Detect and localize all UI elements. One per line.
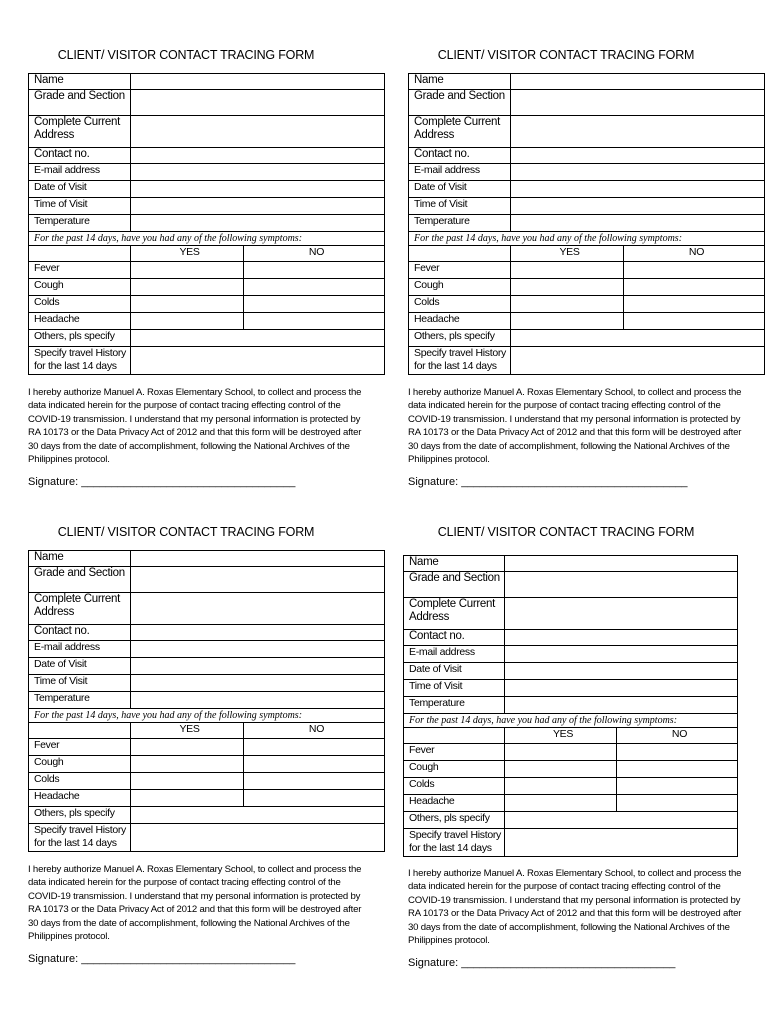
cough-yes-cell[interactable] [505, 761, 617, 778]
contact-field[interactable] [505, 630, 738, 646]
email-label: E-mail address [29, 164, 131, 181]
yes-header: YES [131, 246, 244, 262]
fever-yes-cell[interactable] [505, 744, 617, 761]
email-field[interactable] [511, 164, 765, 181]
others-field[interactable] [131, 330, 385, 347]
headache-no-cell[interactable] [624, 313, 765, 330]
temperature-field[interactable] [131, 692, 385, 709]
fever-no-cell[interactable] [244, 262, 385, 279]
grade-section-label: Grade and Section [29, 567, 131, 593]
date-field[interactable] [511, 181, 765, 198]
headache-yes-cell[interactable] [511, 313, 624, 330]
fever-yes-cell[interactable] [511, 262, 624, 279]
email-field[interactable] [131, 641, 385, 658]
cough-no-cell[interactable] [244, 756, 385, 773]
colds-yes-cell[interactable] [131, 296, 244, 313]
name-field[interactable] [131, 551, 385, 567]
cough-yes-cell[interactable] [131, 279, 244, 296]
colds-label: Colds [409, 296, 511, 313]
contact-label: Contact no. [29, 148, 131, 164]
headache-no-cell[interactable] [244, 790, 385, 807]
blank-header-cell [409, 246, 511, 262]
signature-line[interactable]: Signature: ___________________________________ [408, 957, 676, 969]
time-field[interactable] [131, 675, 385, 692]
travel-history-label: Specify travel History for the last 14 days [29, 824, 131, 852]
email-label: E-mail address [404, 646, 505, 663]
yes-header: YES [505, 728, 617, 744]
grade-section-field[interactable] [131, 90, 385, 116]
temperature-field[interactable] [131, 215, 385, 232]
colds-yes-cell[interactable] [131, 773, 244, 790]
contact-field[interactable] [131, 625, 385, 641]
consent-statement: I hereby authorize Manuel A. Roxas Elementary School, to collect and process the data indicated herein for the purpose of contact tracing effecting control of the COVID-19 transmission. I understand that my personal information is protected by RA 10173 or the Data Privacy Act of 2012 and that this form will be destroyed after 30 days from the date of accomplishment, following the National Archives of the Philippines protocol. [408, 868, 742, 947]
no-header: NO [617, 728, 738, 744]
headache-label: Headache [409, 313, 511, 330]
blank-header-cell [404, 728, 505, 744]
time-label: Time of Visit [409, 198, 511, 215]
fever-yes-cell[interactable] [131, 739, 244, 756]
fever-label: Fever [29, 739, 131, 756]
colds-no-cell[interactable] [244, 773, 385, 790]
travel-history-label: Specify travel History for the last 14 days [409, 347, 511, 375]
contact-label: Contact no. [404, 630, 505, 646]
time-field[interactable] [131, 198, 385, 215]
consent-statement: I hereby authorize Manuel A. Roxas Elementary School, to collect and process the data indicated herein for the purpose of contact tracing effecting control of the COVID-19 transmission. I understand that my personal information is protected by RA 10173 or the Data Privacy Act of 2012 and that this form will be destroyed after 30 days from the date of accomplishment, following the National Archives of the Philippines protocol. [28, 387, 362, 466]
headache-yes-cell[interactable] [131, 313, 244, 330]
name-field[interactable] [511, 74, 765, 90]
grade-section-field[interactable] [511, 90, 765, 116]
travel-history-label: Specify travel History for the last 14 days [404, 829, 505, 857]
headache-no-cell[interactable] [617, 795, 738, 812]
headache-no-cell[interactable] [244, 313, 385, 330]
email-field[interactable] [505, 646, 738, 663]
name-field[interactable] [131, 74, 385, 90]
address-field[interactable] [511, 116, 765, 148]
address-field[interactable] [131, 116, 385, 148]
signature-line[interactable]: Signature: ___________________________________ [28, 476, 296, 488]
travel-history-label: Specify travel History for the last 14 days [29, 347, 131, 375]
symptom-prompt: For the past 14 days, have you had any of the following symptoms: [404, 714, 738, 728]
email-label: E-mail address [29, 641, 131, 658]
others-label: Others, pls specify [409, 330, 511, 347]
fever-label: Fever [29, 262, 131, 279]
grade-section-label: Grade and Section [29, 90, 131, 116]
contact-field[interactable] [511, 148, 765, 164]
no-header: NO [244, 723, 385, 739]
contact-label: Contact no. [29, 625, 131, 641]
form-table [28, 550, 385, 852]
headache-yes-cell[interactable] [505, 795, 617, 812]
blank-header-cell [29, 723, 131, 739]
address-label: Complete Current Address [404, 598, 505, 630]
travel-history-field[interactable] [511, 347, 765, 375]
temperature-label: Temperature [29, 692, 131, 709]
temperature-label: Temperature [409, 215, 511, 232]
address-label: Complete Current Address [29, 116, 131, 148]
time-label: Time of Visit [29, 675, 131, 692]
no-header: NO [244, 246, 385, 262]
others-field[interactable] [131, 807, 385, 824]
date-label: Date of Visit [29, 181, 131, 198]
cough-no-cell[interactable] [624, 279, 765, 296]
email-field[interactable] [131, 164, 385, 181]
symptom-prompt: For the past 14 days, have you had any of the following symptoms: [29, 232, 385, 246]
grade-section-field[interactable] [131, 567, 385, 593]
fever-no-cell[interactable] [244, 739, 385, 756]
address-label: Complete Current Address [29, 593, 131, 625]
form-table [28, 73, 385, 375]
temperature-label: Temperature [29, 215, 131, 232]
headache-label: Headache [404, 795, 505, 812]
fever-yes-cell[interactable] [131, 262, 244, 279]
contact-field[interactable] [131, 148, 385, 164]
signature-line[interactable]: Signature: ___________________________________ [28, 953, 296, 965]
form-table [403, 555, 738, 857]
fever-no-cell[interactable] [624, 262, 765, 279]
colds-label: Colds [29, 773, 131, 790]
temperature-field[interactable] [505, 697, 738, 714]
name-label: Name [409, 74, 511, 90]
email-label: E-mail address [409, 164, 511, 181]
colds-yes-cell[interactable] [511, 296, 624, 313]
form-title: CLIENT/ VISITOR CONTACT TRACING FORM [57, 48, 315, 62]
travel-history-field[interactable] [505, 829, 738, 857]
time-label: Time of Visit [29, 198, 131, 215]
yes-header: YES [131, 723, 244, 739]
cough-label: Cough [29, 756, 131, 773]
name-label: Name [404, 556, 505, 572]
form-title: CLIENT/ VISITOR CONTACT TRACING FORM [437, 525, 695, 539]
name-label: Name [29, 74, 131, 90]
cough-label: Cough [404, 761, 505, 778]
colds-no-cell[interactable] [617, 778, 738, 795]
headache-label: Headache [29, 790, 131, 807]
cough-yes-cell[interactable] [511, 279, 624, 296]
travel-history-field[interactable] [131, 347, 385, 375]
travel-history-field[interactable] [131, 824, 385, 852]
symptom-prompt: For the past 14 days, have you had any of the following symptoms: [409, 232, 765, 246]
colds-label: Colds [404, 778, 505, 795]
others-field[interactable] [511, 330, 765, 347]
others-field[interactable] [505, 812, 738, 829]
headache-yes-cell[interactable] [131, 790, 244, 807]
colds-label: Colds [29, 296, 131, 313]
cough-label: Cough [29, 279, 131, 296]
fever-label: Fever [404, 744, 505, 761]
address-field[interactable] [505, 598, 738, 630]
colds-no-cell[interactable] [244, 296, 385, 313]
consent-statement: I hereby authorize Manuel A. Roxas Elementary School, to collect and process the data indicated herein for the purpose of contact tracing effecting control of the COVID-19 transmission. I understand that my personal information is protected by RA 10173 or the Data Privacy Act of 2012 and that this form will be destroyed after 30 days from the date of accomplishment, following the National Archives of the Philippines protocol. [408, 387, 742, 466]
temperature-field[interactable] [511, 215, 765, 232]
cough-no-cell[interactable] [244, 279, 385, 296]
date-field[interactable] [131, 181, 385, 198]
cough-no-cell[interactable] [617, 761, 738, 778]
date-label: Date of Visit [29, 658, 131, 675]
others-label: Others, pls specify [29, 330, 131, 347]
address-field[interactable] [131, 593, 385, 625]
headache-label: Headache [29, 313, 131, 330]
date-label: Date of Visit [409, 181, 511, 198]
time-field[interactable] [505, 680, 738, 697]
form-title: CLIENT/ VISITOR CONTACT TRACING FORM [57, 525, 315, 539]
temperature-label: Temperature [404, 697, 505, 714]
colds-no-cell[interactable] [624, 296, 765, 313]
others-label: Others, pls specify [404, 812, 505, 829]
fever-label: Fever [409, 262, 511, 279]
date-field[interactable] [505, 663, 738, 680]
time-field[interactable] [511, 198, 765, 215]
grade-section-field[interactable] [505, 572, 738, 598]
consent-statement: I hereby authorize Manuel A. Roxas Elementary School, to collect and process the data indicated herein for the purpose of contact tracing effecting control of the COVID-19 transmission. I understand that my personal information is protected by RA 10173 or the Data Privacy Act of 2012 and that this form will be destroyed after 30 days from the date of accomplishment, following the National Archives of the Philippines protocol. [28, 864, 362, 943]
no-header: NO [624, 246, 765, 262]
yes-header: YES [511, 246, 624, 262]
blank-header-cell [29, 246, 131, 262]
contact-label: Contact no. [409, 148, 511, 164]
others-label: Others, pls specify [29, 807, 131, 824]
date-label: Date of Visit [404, 663, 505, 680]
name-label: Name [29, 551, 131, 567]
grade-section-label: Grade and Section [404, 572, 505, 598]
cough-label: Cough [409, 279, 511, 296]
form-title: CLIENT/ VISITOR CONTACT TRACING FORM [437, 48, 695, 62]
signature-line[interactable]: Signature: _____________________________________ [408, 476, 688, 488]
time-label: Time of Visit [404, 680, 505, 697]
form-table [408, 73, 765, 375]
date-field[interactable] [131, 658, 385, 675]
name-field[interactable] [505, 556, 738, 572]
fever-no-cell[interactable] [617, 744, 738, 761]
grade-section-label: Grade and Section [409, 90, 511, 116]
colds-yes-cell[interactable] [505, 778, 617, 795]
symptom-prompt: For the past 14 days, have you had any of the following symptoms: [29, 709, 385, 723]
address-label: Complete Current Address [409, 116, 511, 148]
cough-yes-cell[interactable] [131, 756, 244, 773]
